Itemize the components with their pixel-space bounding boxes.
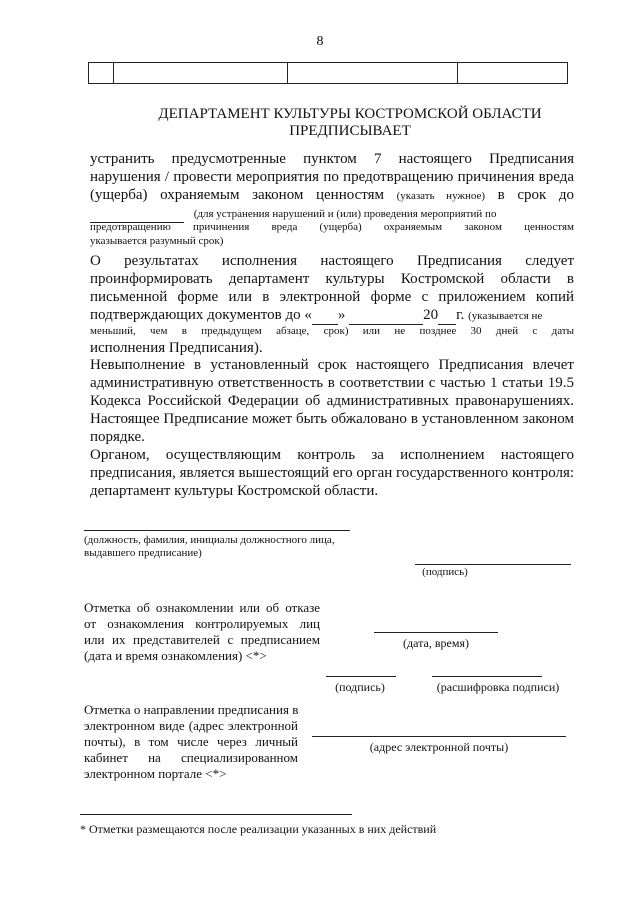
para3-line1: Невыполнение в установленный срок настоящего Предписания влечет — [90, 357, 574, 373]
year-blank[interactable] — [438, 306, 456, 325]
para2-line1: О результатах исполнения настоящего Предписания следует — [90, 253, 574, 269]
year-prefix: 20 — [423, 307, 439, 323]
email-line3: почты), в том числе через личный — [84, 734, 298, 749]
ack-line3: или их представителей с предписанием — [84, 632, 320, 647]
official-caption-line1: (должность, фамилия, инициалы должностного лица, — [84, 534, 335, 546]
ack-date-caption: (дата, время) — [403, 636, 469, 650]
official-caption — [84, 534, 335, 560]
ack-decode-caption: (расшифровка подписи) — [436, 680, 560, 694]
ack-date-line[interactable] — [374, 632, 498, 633]
ack-signature-caption: (подпись) — [335, 680, 385, 694]
table-cell-divider — [457, 63, 458, 83]
month-blank[interactable] — [349, 306, 423, 325]
official-signature-caption: (подпись) — [422, 566, 468, 578]
email-line4: кабинет на специализированном — [84, 750, 298, 765]
table-cell-divider — [287, 63, 288, 83]
para2-line2: проинформировать департамент культуры Костромской области в — [90, 271, 574, 287]
ack-signature-line[interactable] — [326, 676, 396, 677]
para4-line1: Органом, осуществляющим контроль за исполнением настоящего — [90, 447, 574, 463]
para1-line6: указывается разумный срок) — [90, 235, 224, 247]
para1-line2: нарушения / провести мероприятия по предотвращению причинения вреда — [90, 169, 574, 185]
report-deadline-label: подтверждающих документов до « — [90, 307, 312, 323]
para1-line3-text: (ущерба) охраняемым законом ценностям — [90, 187, 385, 203]
document-heading — [150, 106, 550, 140]
day-blank[interactable] — [312, 306, 338, 325]
prescribes-title: ПРЕДПИСЫВАЕТ — [289, 123, 411, 139]
deadline-note: (для устранения нарушений и (или) проведения мероприятий по — [193, 208, 497, 220]
footnote-separator — [80, 814, 352, 815]
para4-line2: предписания, является вышестоящий его орган государственного контроля: — [90, 465, 575, 481]
ack-line1: Отметка об ознакомлении или об отказе — [84, 600, 320, 615]
para3-line3: Кодекса Российской Федерации об административных правонарушениях. — [90, 393, 574, 409]
para2-line4 — [90, 306, 542, 325]
email-address-line[interactable] — [312, 736, 566, 737]
choose-note: (указать нужное) — [396, 190, 486, 202]
quote-close: » — [337, 307, 346, 323]
ack-line4: (дата и время ознакомления) <*> — [84, 648, 267, 663]
email-line1: Отметка о направлении предписания в — [84, 702, 299, 717]
footnote: * Отметки размещаются после реализации указанных в них действий — [80, 822, 437, 836]
header-table-row — [88, 62, 568, 84]
department-title: ДЕПАРТАМЕНТ КУЛЬТУРЫ КОСТРОМСКОЙ ОБЛАСТИ — [158, 106, 542, 122]
ack-decode-line[interactable] — [432, 676, 542, 677]
para1-line5: предотвращению причинения вреда (ущерба) охраняемым законом ценностям — [90, 221, 574, 233]
email-line5: электронном портале <*> — [84, 766, 227, 781]
page-number: 8 — [316, 34, 324, 49]
year-suffix: г. — [456, 307, 465, 323]
para2-line6: исполнения Предписания). — [90, 340, 263, 356]
para1-line3 — [90, 186, 574, 205]
email-line2: электронном виде (адрес электронной — [84, 718, 298, 733]
para3-line4: Настоящее Предписание может быть обжаловано в установленном законом — [90, 411, 574, 427]
para3-line5: порядке. — [90, 429, 145, 445]
official-caption-line2: выдавшего предписание) — [84, 547, 202, 559]
email-address-caption: (адрес электронной почты) — [369, 740, 509, 754]
para2-line3: письменной форме или в электронной форме с приложением копий — [90, 289, 574, 305]
official-line[interactable] — [84, 530, 350, 531]
official-signature-line[interactable] — [415, 564, 571, 565]
para4-line3: департамент культуры Костромской области. — [90, 483, 379, 499]
report-deadline-note: (указывается не — [468, 310, 543, 322]
deadline-label: в срок до — [497, 187, 574, 203]
table-cell-divider — [113, 63, 114, 83]
ack-line2: от ознакомления контролируемых лиц — [84, 616, 320, 631]
para3-line2: административную ответственность в соответствии с частью 1 статьи 19.5 — [90, 375, 574, 391]
para2-line5: меньший, чем в предыдущем абзаце, срок) или не позднее 30 дней с даты — [90, 325, 574, 337]
para1-line1: устранить предусмотренные пунктом 7 настоящего Предписания — [90, 151, 574, 167]
